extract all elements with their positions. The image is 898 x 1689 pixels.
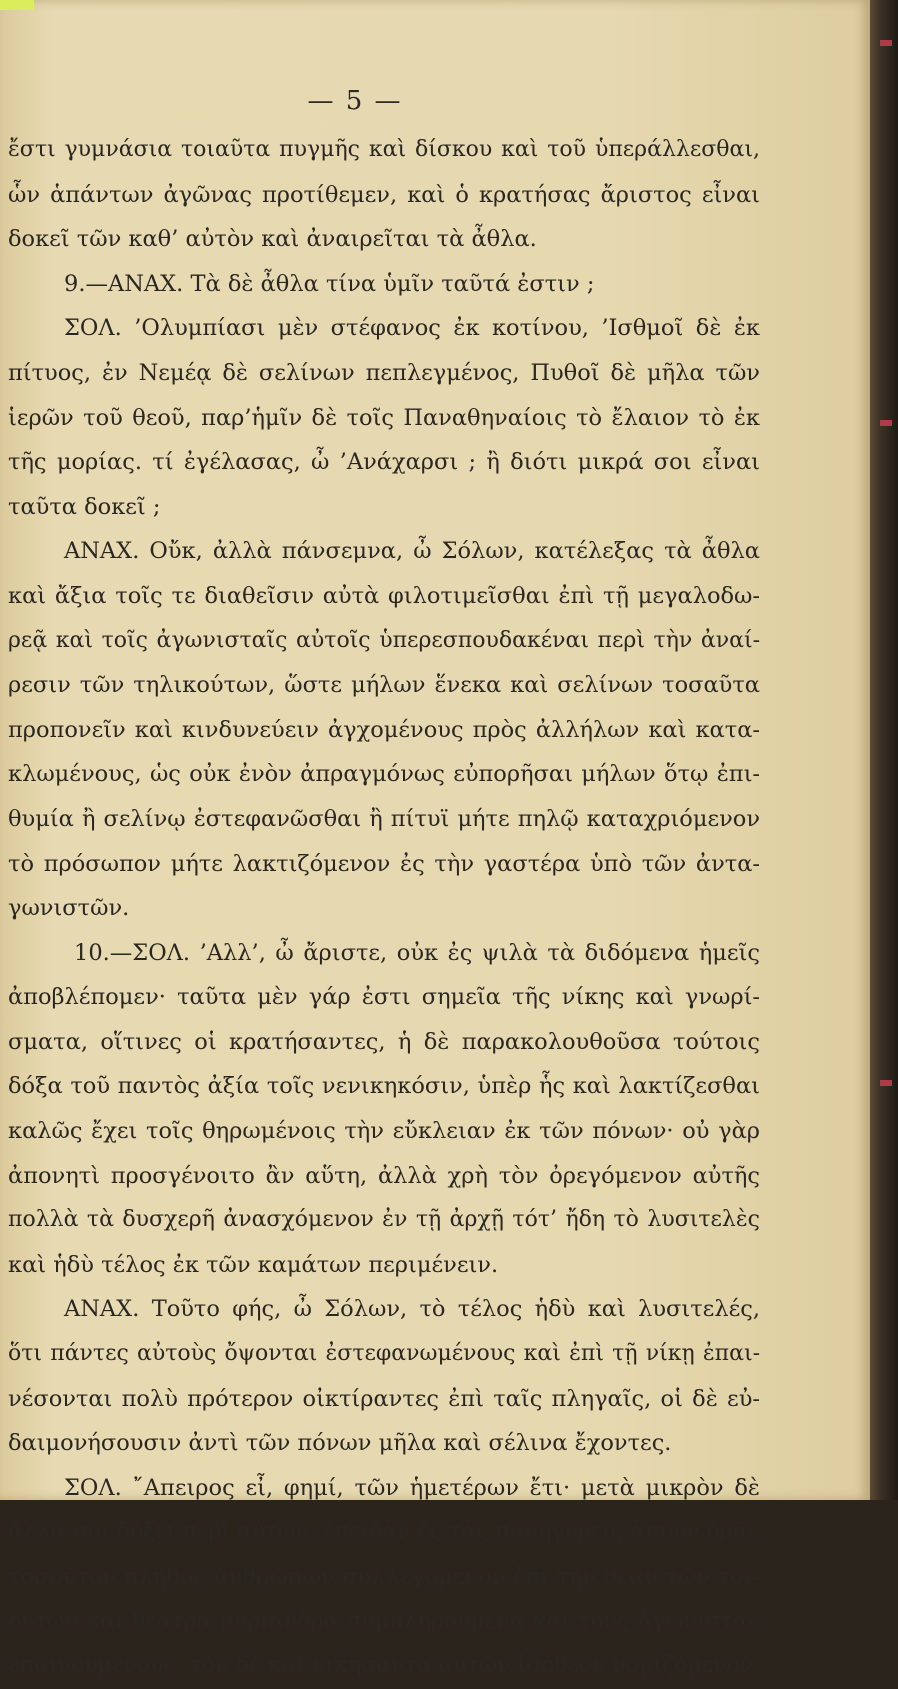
text-line: πολλὰ τὰ δυσχερῆ ἀνασχόμενον ἐν τῇ ἀρχῇ τότ’ ἤδη τὸ λυσιτελὲς (8, 1207, 760, 1233)
text-line: δοκεῖ τῶν καθ’ αὐτὸν καὶ ἀναιρεῖται τὰ ἆθλα. (8, 226, 537, 253)
text-line: τοσοῦτον πλῆθος ἀνθρώπων συλλεγόμενον ἐπὶ τὴν θέαν τῶν τοι- (8, 1564, 760, 1590)
text-line: δαιμονήσουσιν ἀντὶ τῶν πόνων μῆλα καὶ σέλινα ἔχοντες. (8, 1430, 672, 1457)
text-line: ρεσιν τῶν τηλικούτων, ὥστε μήλων ἕνεκα καὶ σελίνων τοσαῦτα (8, 672, 760, 699)
text-line: ἐπαινουμένους, τὸν δὲ καὶ νικήσαντα αὐτῶν ἰσόθεον νομιζόμενον. (8, 1653, 760, 1679)
edge-mark (880, 1080, 892, 1086)
text-line: ΑΝΑΧ. Τοῦτο φής, ὦ Σόλων, τὸ τέλος ἡδὺ καὶ λυσιτελές, (64, 1296, 760, 1323)
text-line: καὶ ἡδὺ τέλος ἐκ τῶν καμάτων περιμένειν. (8, 1251, 499, 1278)
text-line: ταῦτα δοκεῖ ; (8, 493, 161, 520)
book-edge (870, 0, 898, 1500)
text-block (8, 128, 760, 1689)
text-line: ἀπονητὶ προσγένοιτο ἂν αὕτη, ἀλλὰ χρὴ τὸν ὀρεγόμενον αὐτῆς (8, 1162, 760, 1189)
text-line: ἱερῶν τοῦ θεοῦ, παρ’ἡμῖν δὲ τοῖς Παναθηναίοις τὸ ἔλαιον τὸ ἐκ (8, 404, 760, 431)
text-line: 10.—ΣΟΛ. ’Αλλ’, ὦ ἄριστε, οὐκ ἐς ψιλὰ τὰ διδόμενα ἡμεῖς (74, 939, 760, 966)
edge-mark (880, 40, 892, 46)
text-line: ρεᾷ καὶ τοῖς ἀγωνισταῖς αὐτοῖς ὑπερεσπουδακέναι περὶ τὴν ἀναί- (8, 627, 760, 653)
text-line: τῆς μορίας. τί ἐγέλασας, ὦ ’Ανάχαρσι ; ἢ διότι μικρά σοι εἶναι (8, 449, 760, 476)
text-line: ἄλλα σοι δόξει περὶ αὐτῶν, ἐπειδὰν ἐς τὰς πανηγύρεις ἀπιὼν ὁρᾷς (8, 1519, 760, 1545)
text-line: ΣΟΛ. ’Ολυμπίασι μὲν στέφανος ἐκ κοτίνου, ’Ισθμοῖ δὲ ἐκ (64, 315, 760, 342)
text-line: πίτυος, ἐν Νεμέᾳ δὲ σελίνων πεπλεγμένος, Πυθοῖ δὲ μῆλα τῶν (8, 359, 760, 386)
text-line: κλωμένους, ὡς οὐκ ἐνὸν ἀπραγμόνως εὐπορῆσαι μήλων ὅτῳ ἐπι- (8, 761, 760, 788)
text-line: γωνιστῶν. (8, 895, 130, 922)
edge-mark (880, 420, 892, 426)
text-line: σματα, οἵτινες οἱ κρατήσαντες, ἡ δὲ παρακολουθοῦσα τούτοις (8, 1028, 760, 1055)
page-number: — 5 — (307, 86, 403, 116)
text-line: νέσονται πολὺ πρότερον οἰκτίραντες ἐπὶ ταῖς πληγαῖς, οἱ δὲ εὐ- (8, 1385, 760, 1412)
text-line: ἔστι γυμνάσια τοιαῦτα πυγμῆς καὶ δίσκου καὶ τοῦ ὑπεράλλεσθαι, (8, 137, 760, 162)
text-line: καλῶς ἔχει τοῖς θηρωμένοις τὴν εὔκλειαν ἐκ τῶν πόνων· οὐ γὰρ (8, 1118, 760, 1145)
page-tab-marker (0, 0, 34, 10)
text-line: 9.—ΑΝΑΧ. Τὰ δὲ ἆθλα τίνα ὑμῖν ταῦτά ἐστιν ; (64, 270, 595, 297)
text-line: προπονεῖν καὶ κινδυνεύειν ἀγχομένους πρὸς ἀλλήλων καὶ κατα- (8, 716, 760, 743)
text-line: δόξα τοῦ παντὸς ἀξία τοῖς νενικηκόσιν, ὑπὲρ ἧς καὶ λακτίζεσθαι (8, 1073, 760, 1100)
text-line: ὧν ἁπάντων ἀγῶνας προτίθεμεν, καὶ ὁ κρατήσας ἄριστος εἶναι (8, 181, 760, 208)
text-line: θυμία ἢ σελίνῳ ἐστεφανῶσθαι ἢ πίτυϊ μήτε πηλῷ καταχριόμενον (8, 805, 760, 832)
text-line: καὶ ἄξια τοῖς τε διαθεῖσιν αὐτὰ φιλοτιμεῖσθαι ἐπὶ τῇ μεγαλοδω- (8, 582, 760, 609)
text-line: ΑΝΑΧ. Οὔκ, ἀλλὰ πάνσεμνα, ὦ Σόλων, κατέλεξας τὰ ἆθλα (64, 538, 760, 565)
text-line: ΣΟΛ. ῎Απειρος εἶ, φημί, τῶν ἡμετέρων ἔτι· μετὰ μικρὸν δὲ (64, 1474, 760, 1501)
text-line: ἀποβλέπομεν· ταῦτα μὲν γάρ ἐστι σημεῖα τῆς νίκης καὶ γνωρί- (8, 984, 760, 1011)
text-line: τὸ πρόσωπον μήτε λακτιζόμενον ἐς τὴν γαστέρα ὑπὸ τῶν ἀντα- (8, 850, 760, 877)
text-line: ούτων καὶ θέατρα μυρίανδρα συμπληρούμενα καὶ τοὺς ἀγωνιστὰς (8, 1608, 760, 1634)
text-line: ὅτι πάντες αὐτοὺς ὄψονται ἐστεφανωμένους καὶ ἐπὶ τῇ νίκῃ ἐπαι- (8, 1341, 760, 1367)
